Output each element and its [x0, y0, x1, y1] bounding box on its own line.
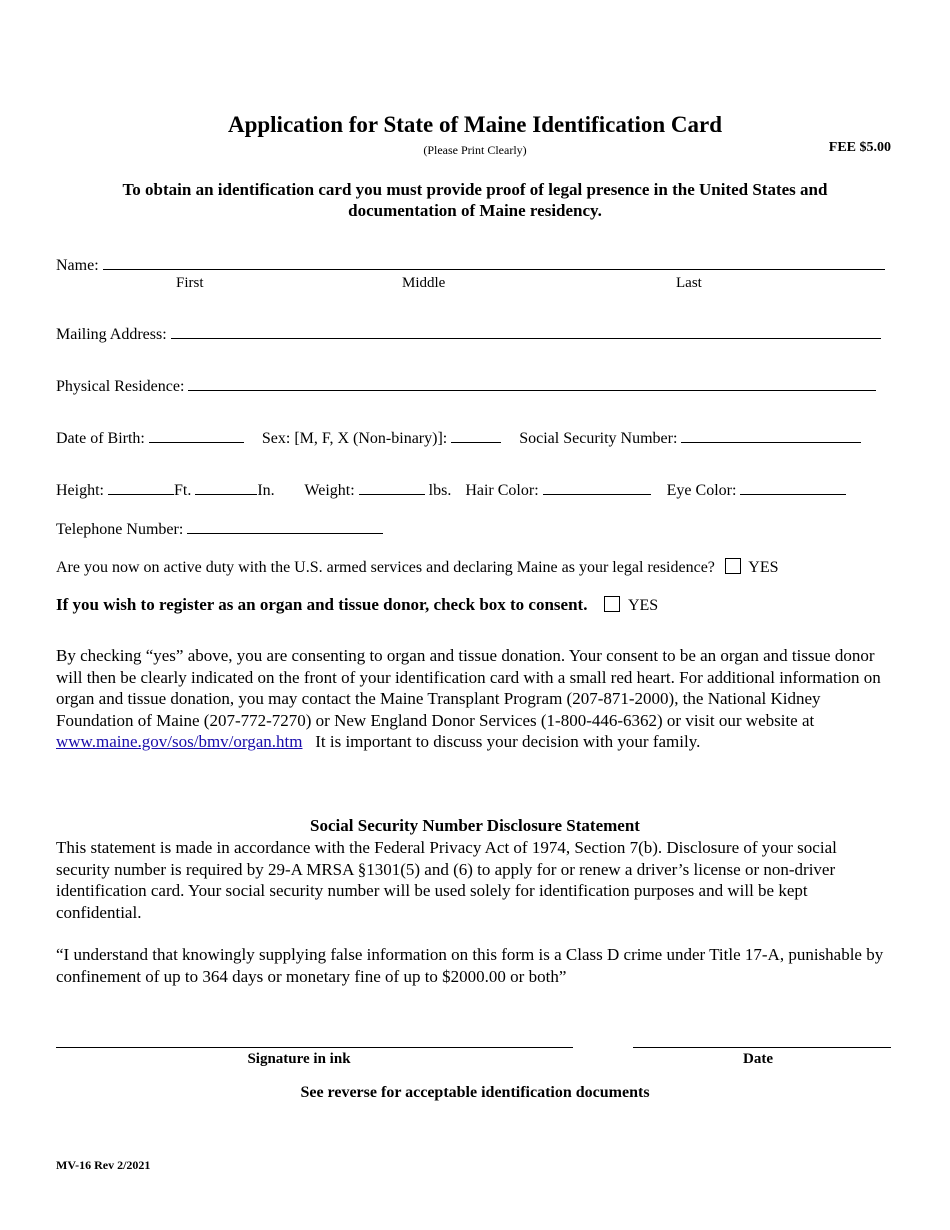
reverse-note: See reverse for acceptable identification documents	[300, 1084, 650, 1101]
weight-label: Weight:	[304, 482, 355, 499]
form-title: Application for State of Maine Identification Card	[227, 112, 723, 137]
physical-traits-row	[56, 480, 846, 500]
date-line[interactable]	[633, 1047, 891, 1048]
intro-statement: To obtain an identification card you must provide proof of legal presence in the United States and documentation of Maine residency.	[122, 180, 828, 220]
mailing-address-field[interactable]	[171, 324, 881, 339]
eye-color-field[interactable]	[740, 480, 846, 495]
dob-row	[56, 428, 861, 448]
telephone-field[interactable]	[187, 519, 383, 534]
telephone-row	[56, 519, 383, 539]
hair-color-label: Hair Color:	[465, 482, 539, 499]
form-number: MV-16 Rev 2/2021	[56, 1158, 151, 1172]
donor-text-before: By checking “yes” above, you are consenting to organ and tissue donation. Your consent to be an organ and tissue donor will then be clearly indicated on the front of your identification card with a small red heart. For additional information on organ and tissue donation, you may contact the Maine Transplant Program (207-871-2000), the National Kidney Foundation of Maine (207-772-7270) or New England Donor Services (1-800-446-6362) or visit our website at	[56, 646, 881, 730]
physical-row	[56, 376, 876, 396]
in-label: In.	[257, 482, 275, 499]
donor-info-paragraph	[56, 645, 890, 753]
active-duty-question: Are you now on active duty with the U.S. armed services and declaring Maine as your legal residence?	[56, 559, 715, 576]
name-field[interactable]	[103, 255, 885, 270]
physical-label: Physical Residence:	[56, 378, 185, 395]
height-ft-field[interactable]	[108, 480, 174, 495]
organ-donor-row	[56, 595, 658, 615]
ssn-disclosure-body: This statement is made in accordance with the Federal Privacy Act of 1974, Section 7(b). Disclosure of your social security number is required by 29-A MRSA §1301(5) and (6) to apply for or renew a driver’s license or non-driver identification card. Your social security number will be used solely for identification purposes and will be kept confidential.	[56, 838, 837, 922]
sex-label: Sex: [M, F, X (Non-binary)]:	[261, 430, 448, 447]
donor-text-after: It is important to discuss your decision with your family.	[315, 732, 701, 751]
height-in-field[interactable]	[195, 480, 257, 495]
organ-donor-checkbox[interactable]	[604, 596, 620, 612]
height-label: Height:	[56, 482, 104, 499]
mailing-label: Mailing Address:	[56, 326, 167, 343]
name-label: Name:	[56, 257, 99, 274]
fee-label: FEE $5.00	[828, 140, 891, 155]
name-first-caption: First	[176, 275, 204, 291]
lbs-label: lbs.	[428, 482, 452, 499]
ssn-field[interactable]	[681, 428, 861, 443]
eye-color-label: Eye Color:	[666, 482, 737, 499]
dob-field[interactable]	[149, 428, 244, 443]
name-middle-caption: Middle	[402, 275, 446, 291]
organ-donor-yes-label: YES	[627, 597, 659, 614]
physical-residence-field[interactable]	[188, 376, 876, 391]
dob-label: Date of Birth:	[56, 430, 145, 447]
signature-line[interactable]	[56, 1047, 573, 1048]
active-duty-yes-label: YES	[748, 559, 779, 576]
mailing-row	[56, 324, 881, 344]
false-info-declaration: “I understand that knowingly supplying false information on this form is a Class D crime under Title 17-A, punishable by confinement of up to 364 days or monetary fine of up to $2000.00 or both”	[56, 945, 884, 986]
ft-label: Ft.	[174, 482, 192, 499]
organ-donor-question: If you wish to register as an organ and tissue donor, check box to consent.	[56, 595, 588, 614]
active-duty-checkbox[interactable]	[725, 558, 741, 574]
sex-field[interactable]	[451, 428, 501, 443]
signature-caption: Signature in ink	[247, 1051, 351, 1067]
date-caption: Date	[743, 1051, 773, 1067]
name-row	[56, 255, 885, 275]
ssn-disclosure-heading: Social Security Number Disclosure Statement	[310, 816, 640, 835]
hair-color-field[interactable]	[543, 480, 651, 495]
active-duty-row	[56, 558, 779, 577]
organ-donation-link[interactable]: www.maine.gov/sos/bmv/organ.htm	[56, 732, 303, 751]
telephone-label: Telephone Number:	[56, 521, 184, 538]
name-last-caption: Last	[676, 275, 702, 291]
weight-field[interactable]	[359, 480, 425, 495]
form-subtitle: (Please Print Clearly)	[423, 143, 527, 157]
ssn-label: Social Security Number:	[519, 430, 678, 447]
